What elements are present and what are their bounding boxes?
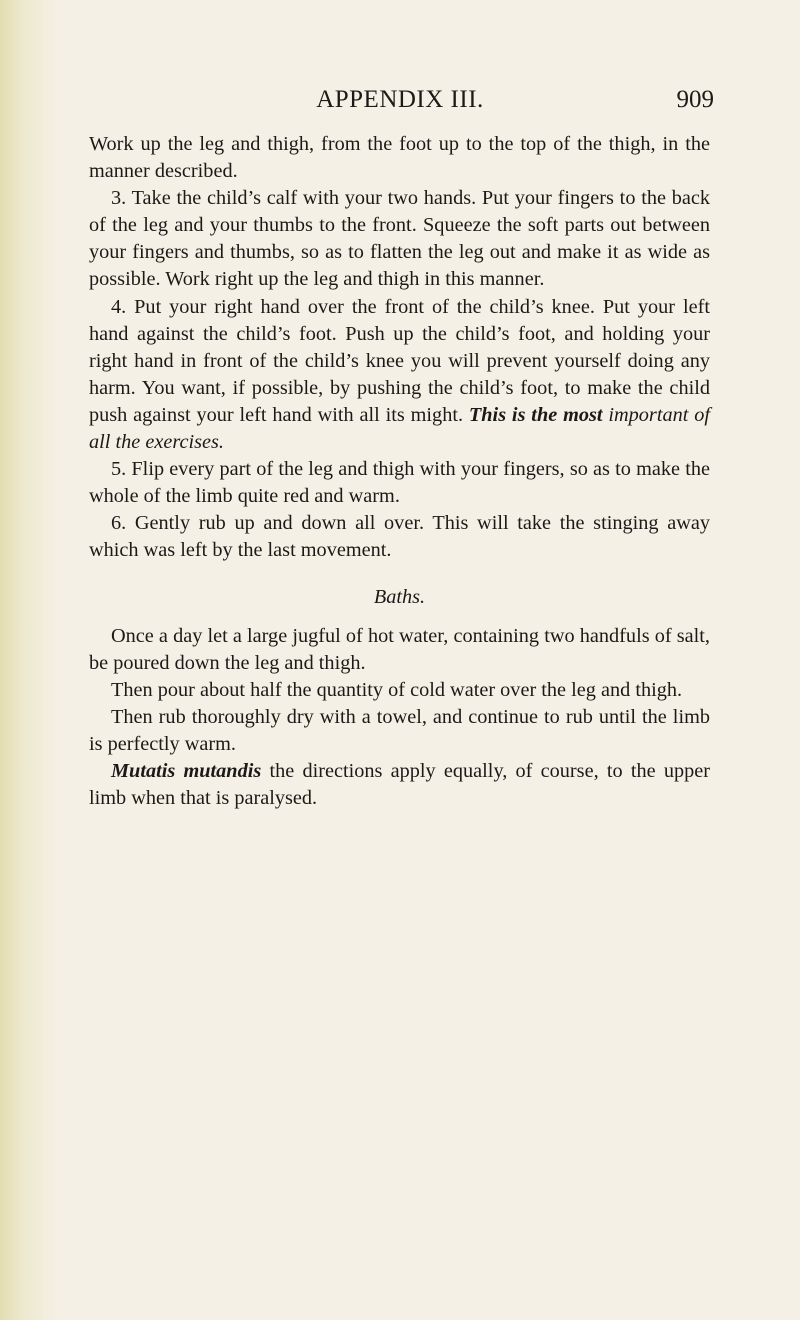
page-header [0, 86, 800, 126]
paragraph-step-6: 6. Gently rub up and down all over. This will take the stinging away which was left by the last movement. [89, 512, 710, 562]
running-head: APPENDIX III. [316, 86, 484, 113]
latin-phrase: Mutatis mutandis [111, 760, 262, 783]
step-4-text: 4. Put your right hand over the front of the child’s knee. Put your left hand against the child’s foot. Push up the child’s foot, and holding your right hand in front of the child’s knee you will prevent yourself doing any harm. You want, if possible, by pushing the child’s foot, to make the child push against your left hand with all its might. [89, 295, 710, 426]
paragraph-baths-1: Once a day let a large jugful of hot water, containing two handfuls of salt, be poured down the leg and thigh. [89, 624, 710, 674]
body-text [89, 131, 710, 812]
step-4-emphasis-bold: This is the most [468, 403, 603, 426]
baths-4-text: the directions apply equally, of course, to the upper limb when that is paralysed. [89, 760, 710, 810]
paragraph-baths-3: Then rub thoroughly dry with a towel, and continue to rub until the limb is perfectly warm. [89, 705, 710, 755]
step-4-emphasis-italic: important of all the exercises. [89, 403, 710, 454]
paragraph-step-5: 5. Flip every part of the leg and thigh with your fingers, so as to make the whole of the limb quite red and warm. [89, 458, 710, 508]
paragraph-baths-4 [89, 758, 710, 812]
section-heading-baths: Baths. [373, 585, 426, 608]
page-number: 909 [676, 86, 714, 113]
paragraph-baths-2: Then pour about half the quantity of cold water over the leg and thigh. [111, 678, 683, 701]
paragraph-step-4 [89, 294, 710, 457]
paragraph-step-3: 3. Take the child’s calf with your two hands. Put your fingers to the back of the leg and your thumbs to the front. Squeeze the soft parts out between your fingers and thumbs, so as to flatten the leg out and make it as wide as possible. Work right up the leg and thigh in this manner. [89, 187, 710, 291]
paragraph-continuation: Work up the leg and thigh, from the foot up to the top of the thigh, in the manner described. [89, 133, 710, 183]
